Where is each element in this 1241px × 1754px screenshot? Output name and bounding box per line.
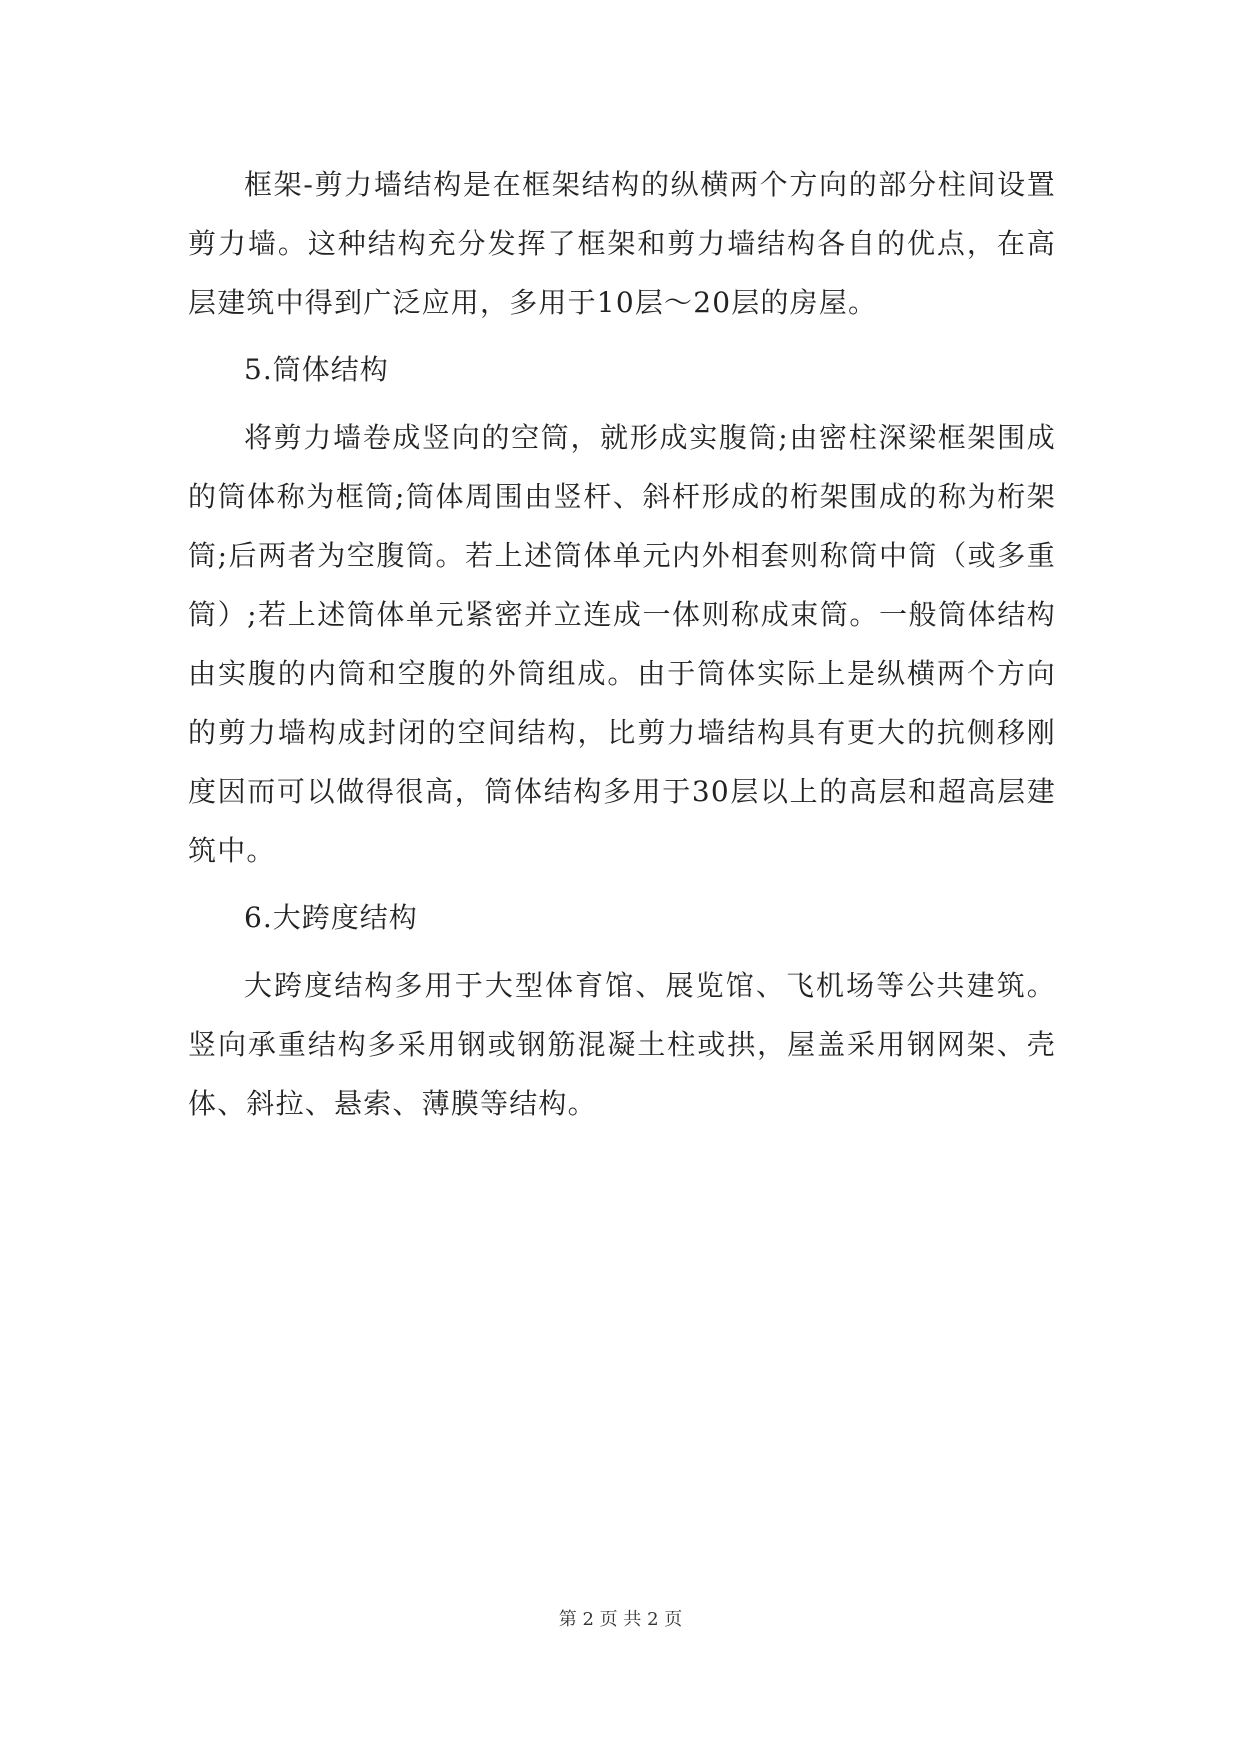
section-heading-long-span-structure: 6.大跨度结构 [244,901,418,934]
paragraph-long-span-structure: 大跨度结构多用于大型体育馆、展览馆、飞机场等公共建筑。竖向承重结构多采用钢或钢筋混凝土柱或拱，屋盖采用钢网架、壳体、斜拉、悬索、薄膜等结构。 [188,969,1056,1120]
section-heading-tube-structure: 5.筒体结构 [244,353,389,386]
document-body [188,155,1056,1149]
paragraph-frame-shear-wall: 框架-剪力墙结构是在框架结构的纵横两个方向的部分柱间设置剪力墙。这种结构充分发挥了框架和剪力墙结构各自的优点，在高层建筑中得到广泛应用，多用于10层～20层的房屋。 [188,168,1056,319]
page-number-footer: 第 2 页 共 2 页 [558,1609,683,1630]
paragraph-tube-structure: 将剪力墙卷成竖向的空筒，就形成实腹筒;由密柱深梁框架围成的筒体称为框筒;筒体周围由竖杆、斜杆形成的桁架围成的称为桁架筒;后两者为空腹筒。若上述筒体单元内外相套则称筒中筒（或多重筒）;若上述筒体单元紧密并立连成一体则称成束筒。一般筒体结构由实腹的内筒和空腹的外筒组成。由于筒体实际上是纵横两个方向的剪力墙构成封闭的空间结构，比剪力墙结构具有更大的抗侧移刚度因而可以做得很高，筒体结构多用于30层以上的高层和超高层建筑中。 [188,421,1056,867]
